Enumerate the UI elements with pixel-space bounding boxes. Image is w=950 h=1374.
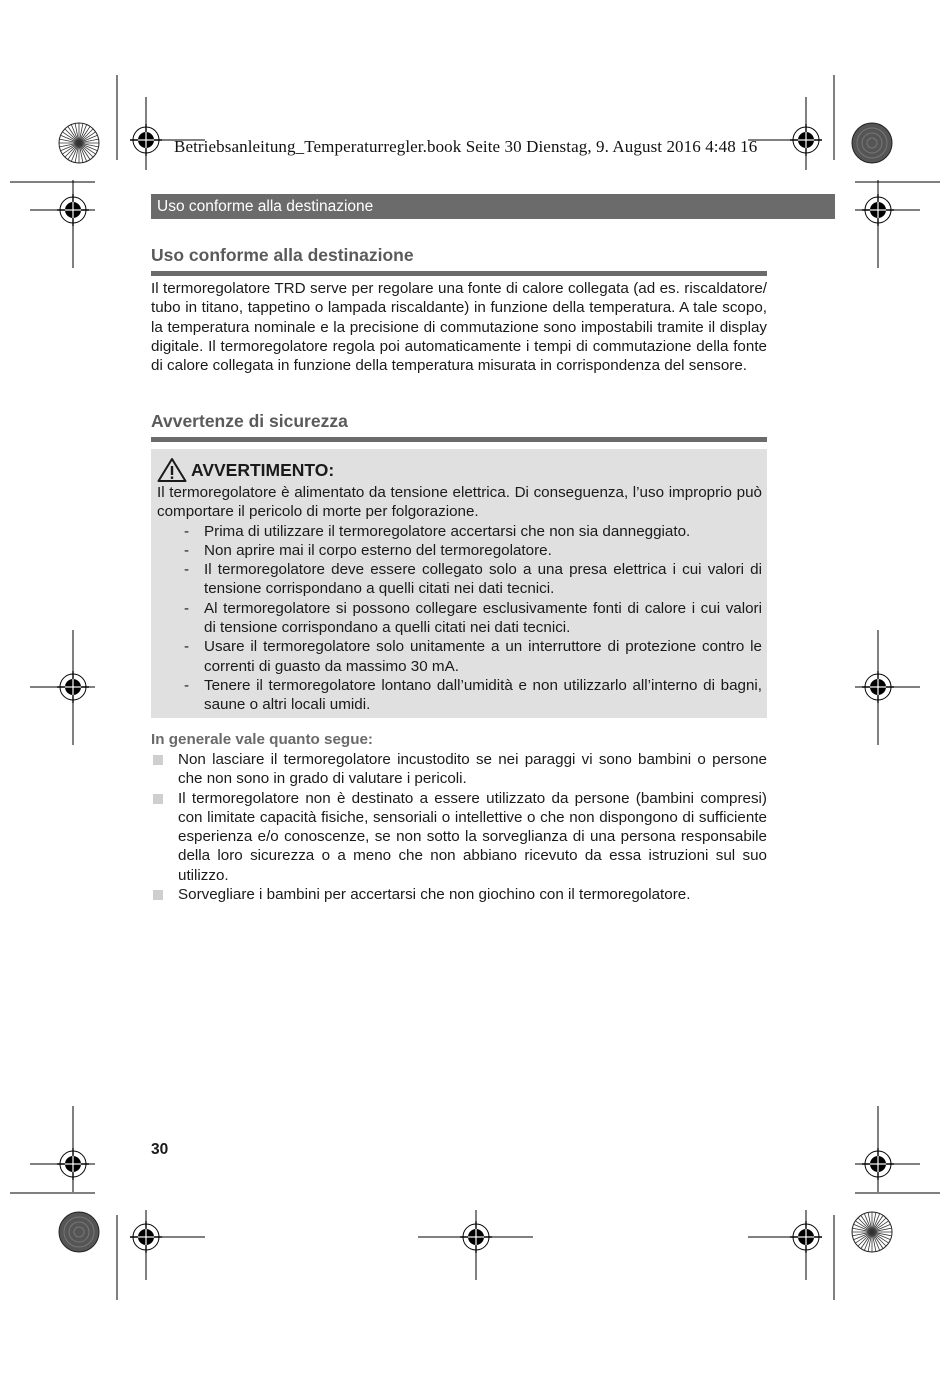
- general-list-item: Non lasciare il termoregolatore incustodito se nei paraggi vi sono bambini o persone che non sono in grado di valutare i pericoli.: [151, 750, 767, 789]
- warning-list-item: - Usare il termoregolatore solo unitamente a un interruttore di protezione contro le correnti di guasto da massimo 30 mA.: [184, 638, 762, 675]
- warning-list-item: - Tenere il termoregolatore lontano dall’umidità e non utilizzarlo all’interno di bagni, saune o altri locali umidi.: [184, 676, 762, 714]
- general-list-item: Il termoregolatore non è destinato a essere utilizzato da persone (bambini compresi) con limitate capacità fisiche, sensoriali o intellettive o che non dispongono di sufficiente esperienza e/o conoscenze, se non sotto la sorveglianza di una persona responsabile della loro sicurezza o a meno che non abbiano ricevuto da essa istruzioni sul suo utilizzo.: [151, 789, 767, 885]
- warning-list-item: - Al termoregolatore si possono collegare esclusivamente fonti di calore i cui valori di tensione corrispondano a quelli citati nei dati tecnici.: [184, 599, 762, 637]
- square-bullet-icon: [153, 794, 163, 804]
- dash-bullet: -: [184, 638, 190, 656]
- section-title-intended-use: Uso conforme alla destinazione: [151, 245, 767, 276]
- dash-bullet: -: [184, 599, 190, 617]
- running-header: Uso conforme alla destinazione: [151, 194, 835, 219]
- dash-bullet: -: [184, 541, 190, 559]
- warning-list-item: - Prima di utilizzare il termoregolatore accertarsi che non sia danneggiato.: [184, 522, 691, 540]
- section-title-safety: Avvertenze di sicurezza: [151, 411, 767, 442]
- warning-list-item: - Il termoregolatore deve essere collegato solo a una presa elettrica i cui valori di tensione corrispondano a quelli citati nei dati tecnici.: [184, 561, 762, 598]
- warning-list-item: - Non aprire mai il corpo esterno del termoregolatore.: [184, 541, 552, 559]
- dash-bullet: -: [184, 522, 190, 540]
- warning-triangle-icon: [157, 457, 187, 483]
- warning-box: [151, 449, 767, 718]
- general-list-item: Sorvegliare i bambini per accertarsi che non giochino con il termoregolatore.: [151, 885, 767, 904]
- general-subheading: In generale vale quanto segue:: [151, 731, 373, 748]
- warning-list: [157, 522, 762, 715]
- dash-bullet: -: [184, 676, 190, 694]
- print-slug-line: Betriebsanleitung_Temperaturregler.book Seite 30 Dienstag, 9. August 2016 4:48 16: [174, 137, 758, 156]
- warning-title: AVVERTIMENTO:: [191, 459, 335, 480]
- warning-heading: [157, 457, 762, 483]
- general-list: [151, 750, 767, 904]
- dash-bullet: -: [184, 561, 190, 579]
- intended-use-paragraph: Il termoregolatore TRD serve per regolare una fonte di calore collegata (ad es. riscaldatore/ tubo in titano, tappetino o lampada riscaldante) in funzione della temperatura. A tale scopo, la temperatura nominale e la precisione di commutazione sono impostabili tramite il display digitale. Il termoregolatore regola poi automaticamente i tempi di commutazione della fonte di calore collegata in funzione della temperatura misurata in corrispondenza del sensore.: [151, 280, 767, 375]
- section-safety: [151, 411, 767, 442]
- square-bullet-icon: [153, 755, 163, 765]
- warning-text: Il termoregolatore è alimentato da tensione elettrica. Di conseguenza, l’uso improprio può comportare il pericolo di morte per folgorazione.: [157, 484, 762, 521]
- square-bullet-icon: [153, 890, 163, 900]
- section-intended-use: [151, 245, 767, 276]
- page-number: 30: [151, 1141, 169, 1158]
